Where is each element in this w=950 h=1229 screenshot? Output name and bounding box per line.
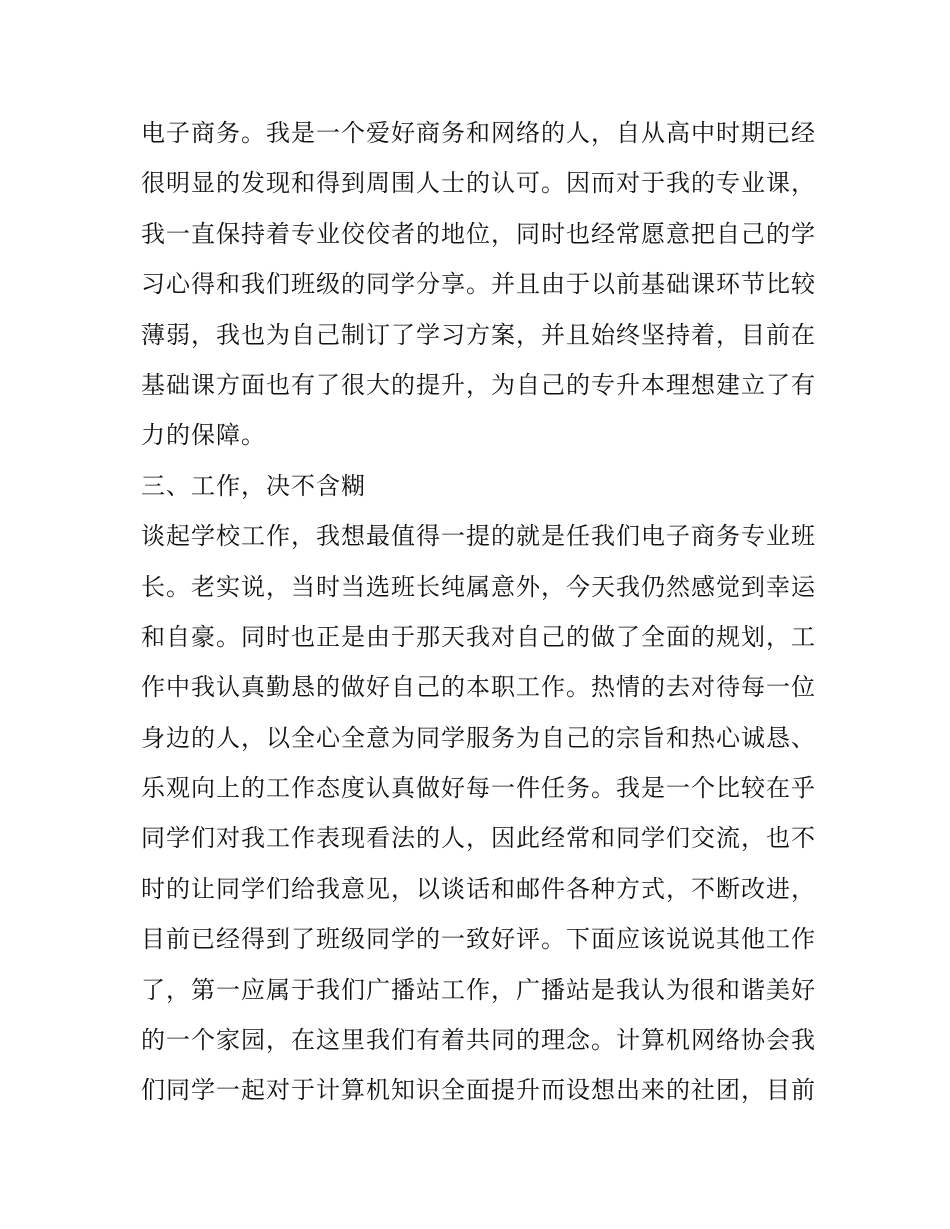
text-line: 基础课方面也有了很大的提升，为自己的专升本理想建立了有 xyxy=(141,370,816,399)
text-line: 谈起学校工作，我想最值得一提的就是任我们电子商务专业班 xyxy=(141,522,816,551)
text-line: 们同学一起对于计算机知识全面提升而设想出来的社团，目前 xyxy=(141,1076,816,1105)
text-line: 同学们对我工作表现看法的人，因此经常和同学们交流，也不 xyxy=(141,824,816,853)
text-line: 长。老实说，当时当选班长纯属意外，今天我仍然感觉到幸运 xyxy=(141,572,816,601)
text-line: 很明显的发现和得到周围人士的认可。因而对于我的专业课， xyxy=(141,169,816,198)
text-line: 和自豪。同时也正是由于那天我对自己的做了全面的规划，工 xyxy=(141,622,816,651)
text-line: 目前已经得到了班级同学的一致好评。下面应该说说其他工作 xyxy=(141,925,816,954)
text-line: 时的让同学们给我意见，以谈话和邮件各种方式，不断改进， xyxy=(141,874,816,903)
text-line: 习心得和我们班级的同学分享。并且由于以前基础课环节比较 xyxy=(141,270,816,299)
text-line: 电子商务。我是一个爱好商务和网络的人，自从高中时期已经 xyxy=(141,119,816,147)
text-line: 的一个家园，在这里我们有着共同的理念。计算机网络协会我 xyxy=(141,1026,816,1055)
text-line: 了，第一应属于我们广播站工作，广播站是我认为很和谐美好 xyxy=(141,975,816,1004)
text-line: 乐观向上的工作态度认真做好每一件任务。我是一个比较在乎 xyxy=(141,774,816,803)
text-line: 身边的人，以全心全意为同学服务为自己的宗旨和热心诚恳、 xyxy=(141,723,816,752)
text-line: 作中我认真勤恳的做好自己的本职工作。热情的去对待每一位 xyxy=(141,673,816,702)
text-line: 我一直保持着专业佼佼者的地位，同时也经常愿意把自己的学 xyxy=(141,219,816,248)
document-body xyxy=(141,108,821,1116)
text-line: 力的保障。 xyxy=(141,421,266,450)
section-heading: 三、工作，决不含糊 xyxy=(141,471,366,500)
text-line: 薄弱，我也为自己制订了学习方案，并且始终坚持着，目前在 xyxy=(141,320,816,349)
